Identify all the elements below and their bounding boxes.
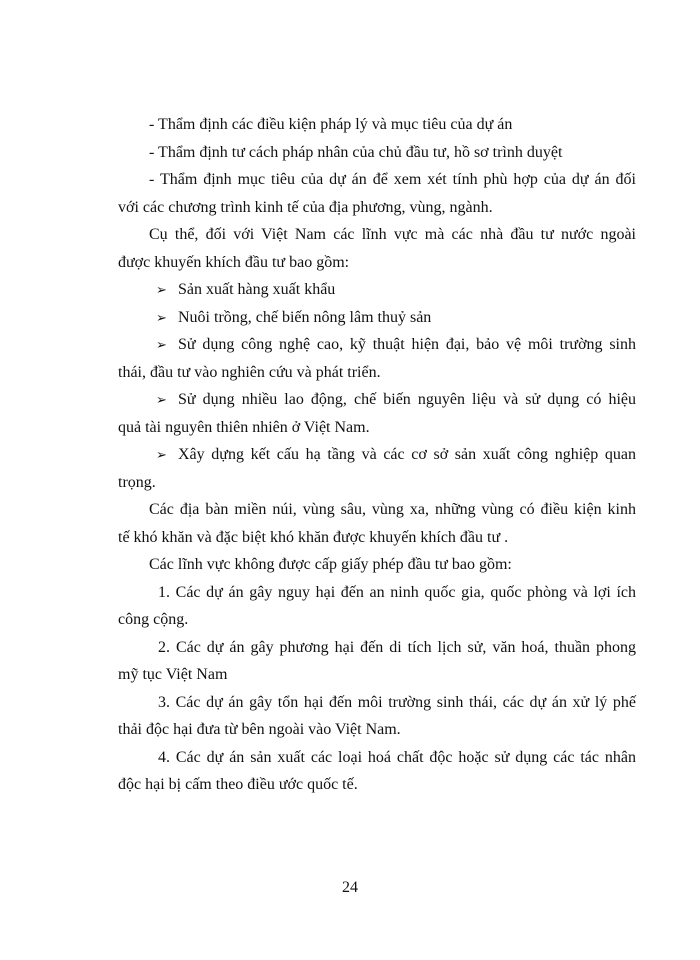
bullet-text: Nuôi trồng, chế biến nông lâm thuỷ sản	[178, 308, 432, 326]
paragraph-line: - Thẩm định tư cách pháp nhân của chủ đầu tư, hồ sơ trình duyệt	[149, 143, 563, 161]
bullet-item	[118, 276, 636, 304]
paragraph-line: mỹ tục Việt Nam	[118, 666, 228, 683]
paragraph-line: quả tài nguyên thiên nhiên ở Việt Nam.	[118, 418, 370, 436]
page-number: 24	[342, 879, 358, 896]
paragraph-line: Cụ thể, đối với Việt Nam các lĩnh vực mà các nhà đầu tư nước ngoài	[149, 226, 636, 243]
bullet-item	[118, 331, 636, 359]
paragraph-line: thải độc hại đưa từ bên ngoài vào Việt Nam.	[118, 721, 401, 738]
arrow-bullet-icon: ➢	[156, 338, 167, 353]
paragraph-line: tế khó khăn và đặc biệt khó khăn được khuyến khích đầu tư .	[118, 528, 509, 546]
bullet-item	[118, 304, 636, 332]
numbered-item: 1. Các dự án gây nguy hại đến an ninh quốc gia, quốc phòng và lợi ích	[158, 583, 636, 601]
bullet-item	[118, 386, 636, 414]
paragraph-line: Các lĩnh vực không được cấp giấy phép đầu tư bao gồm:	[149, 556, 512, 573]
arrow-bullet-icon: ➢	[156, 310, 167, 326]
arrow-bullet-icon: ➢	[156, 393, 167, 408]
paragraph-line: trọng.	[118, 473, 156, 491]
paragraph-line: công cộng.	[118, 611, 189, 628]
bullet-item	[118, 441, 636, 469]
document-body	[118, 111, 636, 799]
numbered-item: 4. Các dự án sản xuất các loại hoá chất độc hoặc sử dụng các tác nhân	[158, 748, 636, 766]
paragraph-line: với các chương trình kinh tế của địa phương, vùng, ngành.	[118, 198, 493, 216]
paragraph-line: - Thẩm định các điều kiện pháp lý và mục tiêu của dự án	[149, 116, 513, 133]
arrow-bullet-icon: ➢	[156, 283, 167, 298]
bullet-text: Sử dụng nhiều lao động, chế biến nguyên liệu và sử dụng có hiệu	[178, 391, 636, 408]
paragraph-line: thái, đầu tư vào nghiên cứu và phát triển.	[118, 363, 381, 381]
paragraph-line: được khuyến khích đầu tư bao gồm:	[118, 253, 350, 271]
arrow-bullet-icon: ➢	[156, 448, 167, 463]
bullet-text: Sản xuất hàng xuất khẩu	[178, 281, 336, 298]
numbered-item: 3. Các dự án gây tổn hại đến môi trường sinh thái, các dự án xử lý phế	[158, 693, 636, 711]
paragraph-line: - Thẩm định mục tiêu của dự án để xem xét tính phù hợp của dự án đối	[149, 171, 636, 188]
bullet-text: Xây dựng kết cấu hạ tầng và các cơ sở sản xuất công nghiệp quan	[178, 446, 636, 463]
paragraph-line: Các địa bàn miền núi, vùng sâu, vùng xa, những vùng có điều kiện kinh	[149, 501, 636, 518]
numbered-item: 2. Các dự án gây phương hại đến di tích lịch sử, văn hoá, thuần phong	[158, 638, 636, 656]
paragraph-line: độc hại bị cấm theo điều ước quốc tế.	[118, 776, 358, 793]
bullet-text: Sử dụng công nghệ cao, kỹ thuật hiện đại, bảo vệ môi trường sinh	[178, 336, 636, 353]
